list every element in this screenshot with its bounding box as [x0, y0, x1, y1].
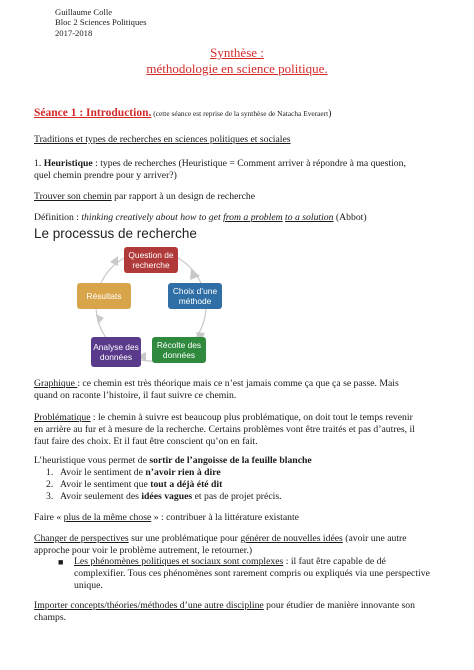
box-resultats-label: Résultats — [86, 291, 122, 301]
box-question-recherche — [124, 247, 178, 273]
seance-note: cette séance est reprise de la synthèse de Natacha Everaert — [155, 109, 329, 118]
bullet-link: Les phénomènes politiques et sociaux sont complexes — [74, 556, 284, 567]
arrow-4-icon — [96, 314, 104, 324]
list-item-pre: Avoir le sentiment que — [60, 479, 151, 490]
box-recolte-label: Récolte des données — [156, 340, 202, 360]
header-author: Guillaume Colle — [55, 7, 113, 17]
permet-bold: sortir de l’angoisse de la feuille blanche — [149, 455, 312, 466]
box-resultats — [77, 283, 131, 309]
box-analyse-donnees — [91, 337, 141, 367]
definition-italic1: thinking creatively about how to get — [81, 212, 224, 223]
page-title-line2: méthodologie en science politique. — [146, 61, 328, 76]
heuristique-rest: : types de recherches (Heuristique = Comment arriver à répondre à ma question, — [92, 158, 406, 169]
chemin-rest: par rapport à un design de recherche — [111, 191, 256, 202]
list-item-bold: n’avoir rien à dire — [145, 467, 221, 478]
heuristique-num: 1. — [34, 158, 44, 169]
seance-title: Séance 1 : Introduction. — [34, 107, 152, 119]
list-item — [46, 491, 282, 503]
page-title-line1: Synthèse : — [210, 45, 264, 60]
list-item — [46, 479, 223, 491]
bullet-icon: ■ — [58, 557, 64, 567]
box-choix-methode — [168, 283, 222, 309]
box-question-label: Question de recherche — [128, 250, 174, 270]
header-year: 2017-2018 — [55, 28, 93, 38]
definition-label: Définition : — [34, 212, 82, 223]
graphique-line1 — [34, 378, 399, 390]
graphique-term: Graphique — [34, 378, 78, 389]
list-item-pre: Avoir seulement des — [60, 491, 142, 502]
graphique-rest: : ce chemin est très théorique mais ce n’est jamais comme ça que ça se passe. Mais — [77, 378, 399, 389]
list-item-post: et pas de projet précis. — [192, 491, 282, 502]
traditions-heading: Traditions et types de recherches en sciences politiques et sociales — [34, 134, 291, 145]
chemin-link: Trouver son chemin — [34, 191, 112, 202]
faire-rest: » : contribuer à la littérature existante — [151, 512, 299, 523]
diagram-title: Le processus de recherche — [34, 226, 197, 241]
bullet-line3: unique. — [74, 580, 103, 591]
importer-rest: pour étudier de manière innovante son — [263, 600, 415, 611]
bullet-rest: : il faut être capable de dé — [283, 556, 386, 567]
changer-mid: sur une problématique pour — [128, 533, 241, 544]
heuristique-term: Heuristique — [43, 158, 93, 169]
definition-italic2: from a problem — [223, 212, 283, 223]
faire-link: plus de la même chose — [63, 512, 152, 523]
changer-link2: générer de nouvelles idées — [240, 533, 343, 544]
box-analyse-label: Analyse des données — [93, 342, 139, 362]
problematique-rest: : le chemin à suivre est beaucoup plus problématique, on doit tout le temps revenir — [90, 412, 413, 423]
list-item-bold: tout a déjà été dit — [150, 479, 223, 490]
list-item-num: 2. — [46, 479, 54, 490]
faire-prefix: Faire « — [34, 512, 64, 523]
bullet-line1 — [74, 556, 386, 568]
list-item — [46, 467, 221, 479]
problematique-line3: faut faire des choix. Et il faut être conscient qu’on en fait. — [34, 436, 258, 447]
list-item-bold: idées vagues — [141, 491, 193, 502]
seance-note-close: ) — [328, 108, 332, 119]
header-course: Bloc 2 Sciences Politiques — [55, 17, 147, 27]
graphique-line2: quand on raconte l’histoire, il faut suivre ce chemin. — [34, 390, 237, 401]
permet-line — [34, 455, 312, 467]
heuristique-line2: quel chemin prendre pour y arriver?) — [34, 170, 177, 181]
box-recolte-donnees — [152, 337, 206, 363]
importer-line2: champs. — [34, 612, 67, 623]
importer-line1 — [34, 600, 415, 612]
seance-note-open: ( — [151, 109, 156, 118]
changer-link: Changer de perspectives — [34, 533, 129, 544]
problematique-term: Problématique — [34, 412, 91, 423]
problematique-line2: en arrière au fur et à mesure de la recherche. Certains problèmes vont être traités et pas d’autres, il — [34, 424, 415, 435]
list-item-pre: Avoir le sentiment de — [60, 467, 146, 478]
importer-link: Importer concepts/théories/méthodes d’une autre discipline — [34, 600, 264, 611]
bullet-line2: complexifier. Tous ces phénomènes sont rarement compris ou expliqués via une perspective — [74, 568, 430, 579]
problematique-line1 — [34, 412, 413, 424]
permet-prefix: L’heuristique vous permet de — [34, 455, 150, 466]
definition-rest: (Abbot) — [333, 212, 367, 223]
changer-line2: approche pour voir le problème autrement, le retourner.) — [34, 545, 253, 556]
list-item-num: 3. — [46, 491, 54, 502]
box-choix-label: Choix d’une méthode — [172, 286, 218, 306]
list-item-num: 1. — [46, 467, 54, 478]
changer-rest: (avoir une autre — [342, 533, 407, 544]
faire-line — [34, 512, 299, 524]
changer-line1 — [34, 533, 407, 545]
definition-italic4: to a solution — [285, 212, 334, 223]
